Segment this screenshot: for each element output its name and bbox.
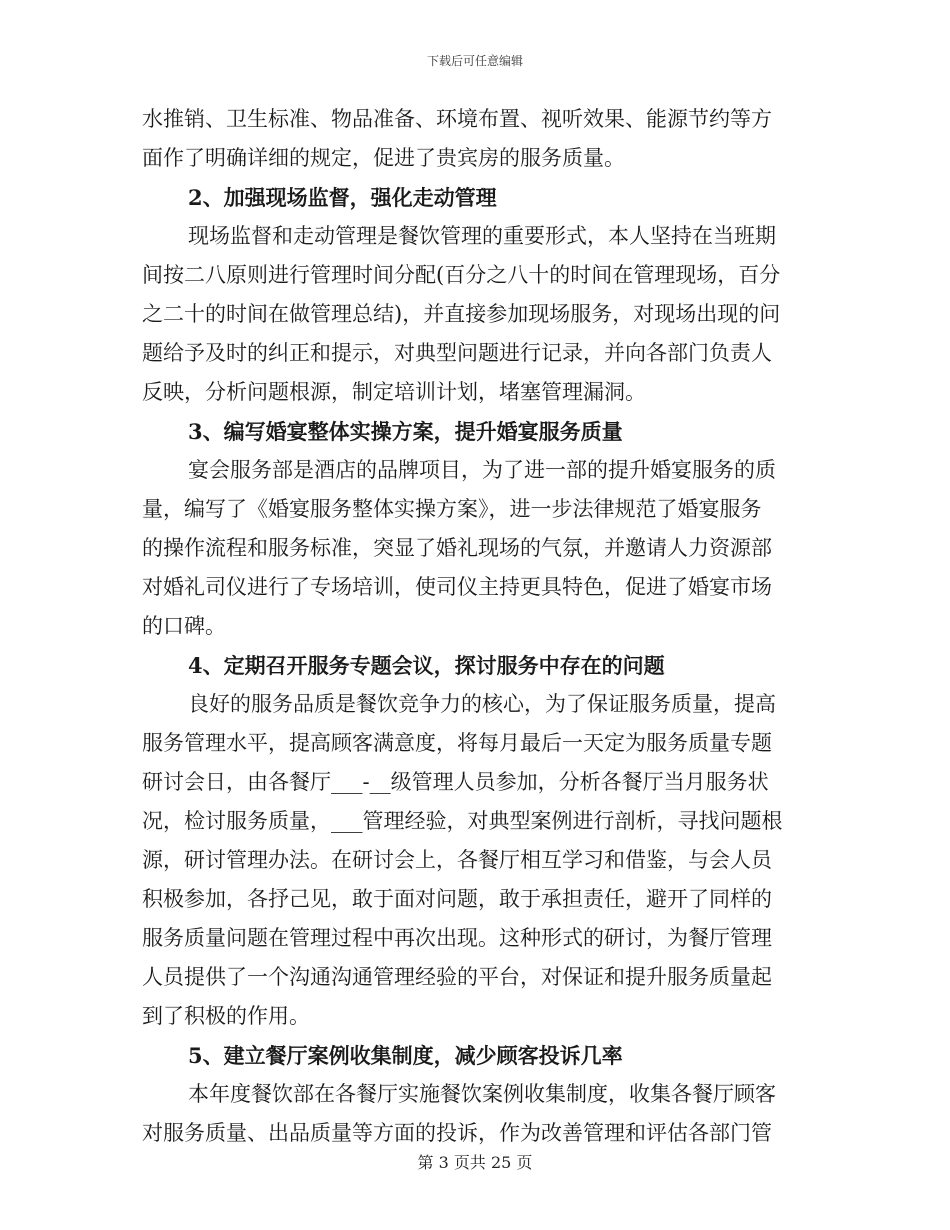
- text-line: 题给予及时的纠正和提示，对典型问题进行记录，并向各部门负责人: [142, 341, 772, 365]
- text-line: 源，研讨管理办法。在研讨会上，各餐厅相互学习和借鉴，与会人员: [142, 848, 772, 872]
- text-line: 人员提供了一个沟通沟通管理经验的平台，对保证和提升服务质量起: [142, 965, 772, 989]
- section-heading: 4、定期召开服务专题会议，探讨服务中存在的问题: [188, 653, 665, 678]
- text-line: 积极参加，各抒己见，敢于面对问题，敢于承担责任，避开了同样的: [142, 887, 772, 911]
- document-body: [142, 100, 810, 1153]
- text-line: 反映，分析问题根源，制定培训计划，堵塞管理漏洞。: [142, 380, 646, 404]
- text-line: 间按二八原则进行管理时间分配(百分之八十的时间在管理现场，百分: [142, 263, 781, 287]
- text-line: 服务管理水平，提高顾客满意度，将每月最后一天定为服务质量专题: [142, 731, 772, 755]
- paragraph-first-line: 宴会服务部是酒店的品牌项目，为了进一部的提升婚宴服务的质: [188, 458, 776, 482]
- text-line: 对服务质量、出品质量等方面的投诉，作为改善管理和评估各部门管: [142, 1121, 772, 1145]
- text-line: 研讨会日，由各餐厅___-__级管理人员参加，分析各餐厅当月服务状: [142, 770, 769, 794]
- section-heading: 2、加强现场监督，强化走动管理: [188, 185, 497, 210]
- text-line: 之二十的时间在做管理总结)，并直接参加现场服务，对现场出现的问: [142, 302, 781, 326]
- section-heading: 5、建立餐厅案例收集制度，减少顾客投诉几率: [188, 1043, 623, 1068]
- text-line: 的口碑。: [142, 614, 226, 638]
- text-line: 对婚礼司仪进行了专场培训，使司仪主持更具特色，促进了婚宴市场: [142, 575, 772, 599]
- text-line: 面作了明确详细的规定，促进了贵宾房的服务质量。: [142, 146, 625, 170]
- text-line: 到了积极的作用。: [142, 1004, 310, 1028]
- text-line: 服务质量问题在管理过程中再次出现。这种形式的研讨，为餐厅管理: [142, 926, 772, 950]
- paragraph-first-line: 本年度餐饮部在各餐厅实施餐饮案例收集制度，收集各餐厅顾客: [188, 1082, 776, 1106]
- page-footer: 第 3 页共 25 页: [417, 1153, 533, 1172]
- paragraph-first-line: 良好的服务品质是餐饮竞争力的核心，为了保证服务质量，提高: [188, 692, 776, 716]
- text-line: 水推销、卫生标准、物品准备、环境布置、视听效果、能源节约等方: [142, 107, 772, 131]
- paragraph-first-line: 现场监督和走动管理是餐饮管理的重要形式，本人坚持在当班期: [188, 224, 776, 248]
- page-header: 下载后可任意编辑: [426, 54, 523, 68]
- text-line: 况，检讨服务质量，___管理经验，对典型案例进行剖析，寻找问题根: [142, 809, 783, 833]
- text-line: 的操作流程和服务标准，突显了婚礼现场的气氛，并邀请人力资源部: [142, 536, 772, 560]
- text-line: 量，编写了《婚宴服务整体实操方案》，进一步法律规范了婚宴服务: [142, 497, 762, 521]
- section-heading: 3、编写婚宴整体实操方案，提升婚宴服务质量: [188, 419, 623, 444]
